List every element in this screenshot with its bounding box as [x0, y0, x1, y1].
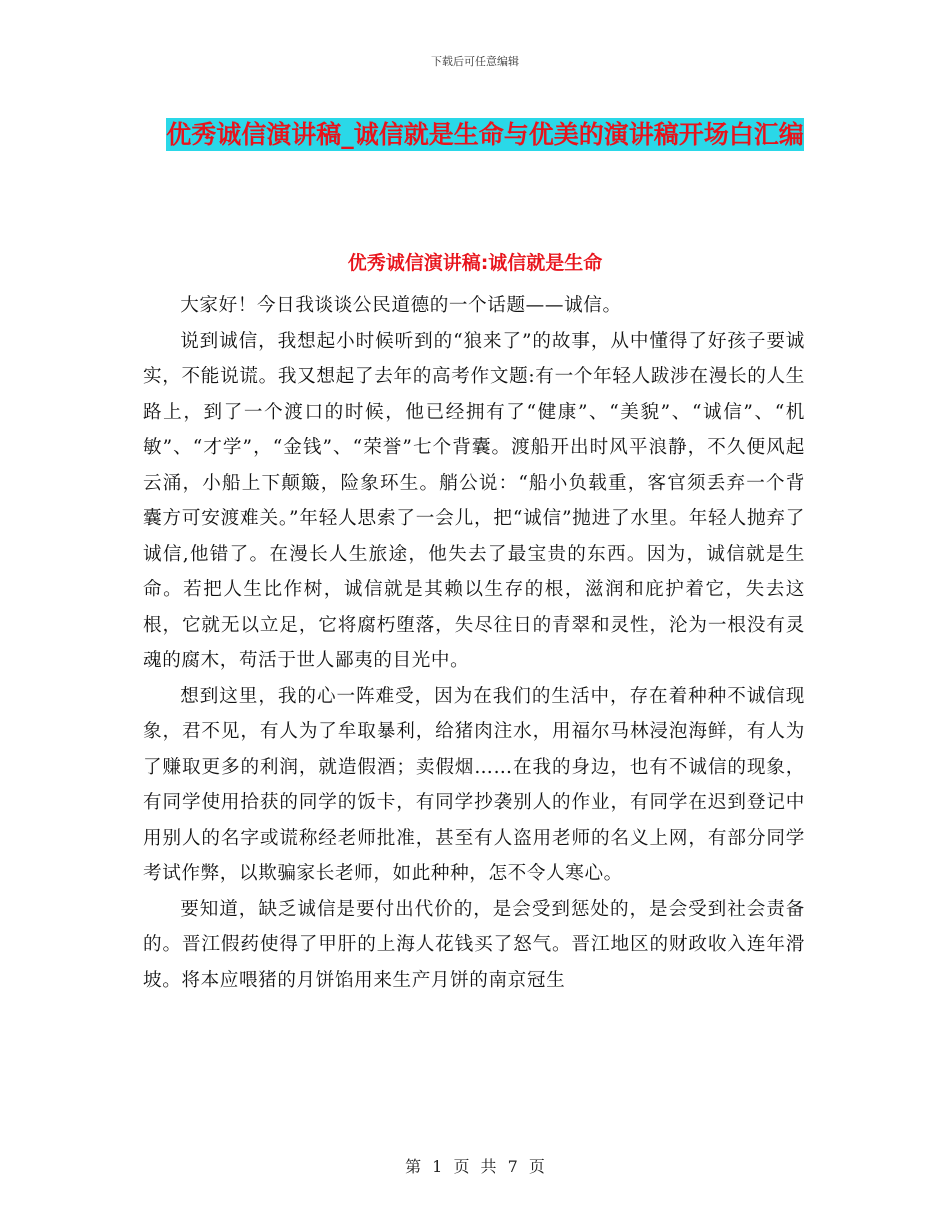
- document-body: [143, 288, 805, 998]
- page-footer: 第 1 页 共 7 页: [405, 1157, 545, 1176]
- document-title-text: 优秀诚信演讲稿_诚信就是生命与优美的演讲稿开场白汇编: [166, 120, 804, 149]
- paragraph: 要知道，缺乏诚信是要付出代价的，是会受到惩处的，是会受到社会责备的。晋江假药使得了甲肝的上海人花钱买了怒气。晋江地区的财政收入连年滑坡。将本应喂猪的月饼馅用来生产月饼的南京冠生: [143, 898, 805, 991]
- paragraph: 说到诚信，我想起小时候听到的“狼来了”的故事，从中懂得了好孩子要诚实，不能说谎。我又想起了去年的高考作文题:有一个年轻人跋涉在漫长的人生路上，到了一个渡口的时候，他已经拥有了“健康”、“美貌”、“诚信”、“机敏”、“才学”，“金钱”、“荣誉”七个背囊。渡船开出时风平浪静，不久便风起云涌，小船上下颠簸，险象环生。艄公说：“船小负载重，客官须丢弃一个背囊方可安渡难关。”年轻人思索了一会儿，把“诚信”抛进了水里。年轻人抛弃了诚信,他错了。在漫长人生旅途，他失去了最宝贵的东西。因为，诚信就是生命。若把人生比作树，诚信就是其赖以生存的根，滋润和庇护着它，失去这根，它就无以立足，它将腐朽堕落，失尽往日的青翠和灵性，沦为一根没有灵魂的腐木，苟活于世人鄙夷的目光中。: [143, 330, 805, 671]
- paragraph: 大家好！今日我谈谈公民道德的一个话题——诚信。: [180, 295, 622, 316]
- document-title: [140, 113, 830, 157]
- header-note: 下载后可任意编辑: [431, 55, 519, 68]
- paragraph: 想到这里，我的心一阵难受，因为在我们的生活中，存在着种种不诚信现象，君不见，有人为了牟取暴利，给猪肉注水，用福尔马林浸泡海鲜，有人为了赚取更多的利润，就造假酒；卖假烟……在我的身边，也有不诚信的现象，有同学使用拾获的同学的饭卡，有同学抄袭别人的作业，有同学在迟到登记中用别人的名字或谎称经老师批准，甚至有人盗用老师的名义上网，有部分同学考试作弊，以欺骗家长老师，如此种种，怎不令人寒心。: [143, 685, 805, 884]
- section-title: 优秀诚信演讲稿:诚信就是生命: [347, 252, 603, 274]
